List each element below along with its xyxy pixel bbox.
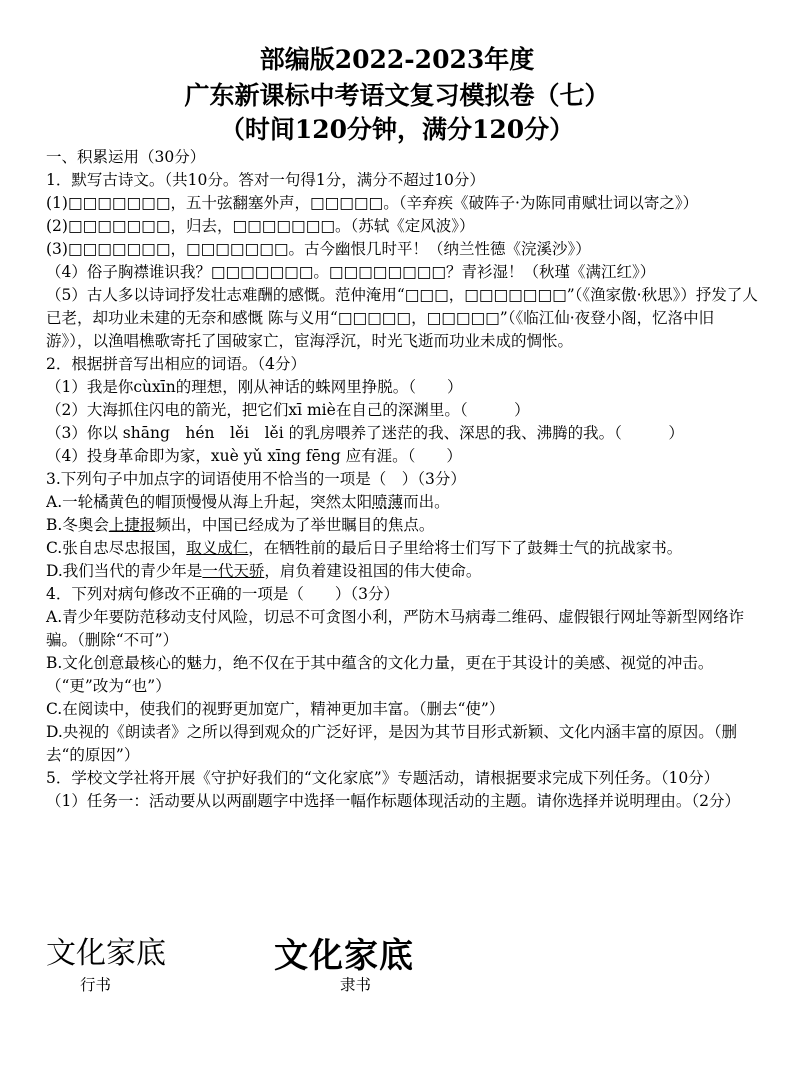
q2-line2: （2）大海抓住闪电的箭光，把它们xī miè在自己的深渊里。（ ） [46, 401, 530, 419]
q3-b-marked: 上捷报 [108, 516, 156, 534]
q1-line5: （5）古人多以诗词抒发壮志难酬的感慨。范仲淹用“□□□，□□□□□□□”（《渔家傲·秋思》）抒发了人已老，却功业未建的无奈和感慨 陈与义用“□□□□□，□□□□□”（《临江仙·夜登小阁，忆洛中旧游》），以渔唱樵歌寄托了国破家亡，宦海浮沉，时光飞逝而功业未成的惆怅。 [46, 286, 758, 350]
q1-line3: (3)□□□□□□□，□□□□□□□。古今幽恨几时平！（纳兰性德《浣溪沙》） [46, 240, 591, 258]
q3-c-marked: 取义成仁 [186, 539, 249, 557]
q1-line1: (1)□□□□□□□，五十弦翻塞外声，□□□□□。（辛弃疾《破阵子·为陈同甫赋壮词以寄之》） [46, 194, 699, 212]
q3-option-c: C.张自忠尽忠报国，取义成仁，在牺牲前的最后日子里给将士们写下了鼓舞士气的抗战家书。 [46, 539, 683, 557]
q1-stem: 1．默写古诗文。（共10分。答对一句得1分，满分不超过10分） [46, 171, 485, 189]
q5-stem: 5．学校文学社将开展《守护好我们的“文化家底”》专题活动，请根据要求完成下列任务。（10分） [46, 769, 720, 787]
calligraphy-sample-xingshu: 文化家底 [46, 936, 166, 971]
q3-stem: 3.下列句子中加点字的词语使用不恰当的一项是（ ）（3分） [46, 470, 466, 488]
exam-title-line3: （时间120分钟，满分120分） [219, 115, 575, 144]
q2-line4: （4）投身革命即为家，xuè yǔ xīng fēng 应有涯。（ ） [46, 447, 462, 465]
exam-title-line1: 部编版2022-2023年度 [259, 45, 535, 74]
q4-option-b: B.文化创意最核心的魅力，绝不仅在于其中蕴含的文化力量，更在于其设计的美感、视觉的冲击。（“更”改为“也”） [46, 654, 714, 695]
q1-line2: (2)□□□□□□□，归去，□□□□□□□。（苏轼《定风波》） [46, 217, 475, 235]
calligraphy-samples [46, 928, 758, 998]
caption-lishu: 隶书 [340, 976, 372, 994]
q3-a-marked: 喷薄 [372, 493, 404, 511]
q3-option-b: B.冬奥会上捷报频出，中国已经成为了举世瞩目的焦点。 [46, 516, 435, 534]
q4-option-d: D.央视的《朗读者》之所以得到观众的广泛好评，是因为其节目形式新颖、文化内涵丰富的原因。（删去“的原因”） [46, 723, 738, 764]
exam-title-line2: 广东新课标中考语文复习模拟卷（七） [184, 81, 610, 110]
exam-body [46, 146, 758, 813]
q2-line3: （3）你以 shāng hén lěi lěi 的乳房喂养了迷茫的我、深思的我、沸腾的我。（ ） [46, 424, 684, 442]
q4-stem: 4．下列对病句修改不正确的一项是（ ）（3分） [46, 585, 399, 603]
q3-d-marked: 一代天骄 [202, 562, 265, 580]
caption-xingshu: 行书 [80, 976, 112, 994]
q4-option-a: A.青少年要防范移动支付风险，切忌不可贪图小利，严防木马病毒二维码、虚假银行网址等新型网络诈骗。（删除“不可”） [46, 608, 745, 649]
calligraphy-sample-lishu: 文化家底 [274, 936, 414, 976]
q5-task1: （1）任务一：活动要从以两副题字中选择一幅作标题体现活动的主题。请你选择并说明理由。（2分） [46, 792, 740, 810]
section-heading: 一、积累运用（30分） [46, 148, 206, 166]
q2-stem: 2．根据拼音写出相应的词语。（4分） [46, 355, 306, 373]
q4-option-c: C.在阅读中，使我们的视野更加宽广，精神更加丰富。（删去“使”） [46, 700, 505, 718]
q1-line4: （4）俗子胸襟谁识我？□□□□□□□。□□□□□□□□？青衫湿！（秋瑾《满江红》） [46, 263, 656, 281]
q3-option-d: D.我们当代的青少年是一代天骄，肩负着建设祖国的伟大使命。 [46, 562, 482, 580]
q2-line1: （1）我是你cùxīn的理想，刚从神话的蛛网里挣脱。（ ） [46, 378, 463, 396]
q3-option-a: A.一轮橘黄色的帽顶慢慢从海上升起，突然太阳喷薄而出。 [46, 493, 450, 511]
